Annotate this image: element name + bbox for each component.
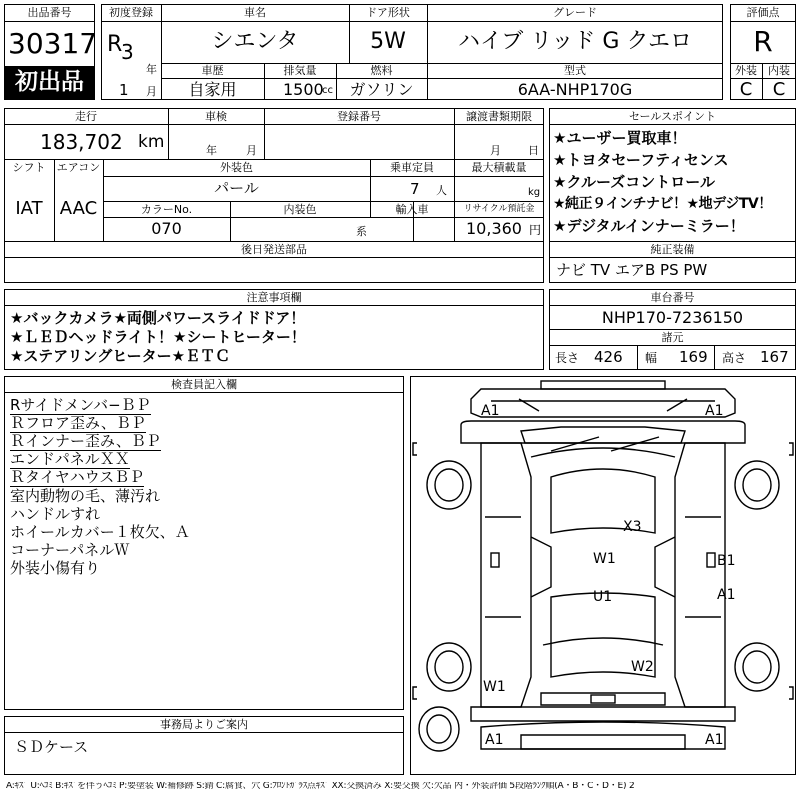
inspector-line: Rサイドメンバ−ＢＰ xyxy=(10,396,151,414)
sales-point: ★トヨタセーフティセンス xyxy=(553,151,729,169)
insp-month-unit: 月 xyxy=(246,144,257,157)
deadline-day-unit: 日 xyxy=(528,144,539,157)
capacity-unit: 人 xyxy=(436,184,447,197)
capacity: 7 xyxy=(410,180,420,198)
door-type: 5W xyxy=(370,29,406,54)
exterior-color: パール xyxy=(214,179,259,197)
equipment-label: 純正装備 xyxy=(650,243,695,256)
inspector-line: Ｒインナー歪み、ＢＰ xyxy=(10,432,161,450)
lot-label: 出品番号 xyxy=(27,6,72,19)
inspector-line: ハンドルすれ xyxy=(10,505,101,523)
year-unit: 年 xyxy=(146,63,157,76)
height-label: 高さ xyxy=(722,351,747,365)
history: 自家用 xyxy=(188,80,237,99)
later-parts-label: 後日発送部品 xyxy=(241,243,307,256)
inspector-line: ＲタイヤハウスＢＰ xyxy=(10,468,145,486)
import-label: 輸入車 xyxy=(395,203,429,216)
fuel-label: 燃料 xyxy=(370,64,393,77)
grade: ハイブ リッド G クエロ xyxy=(457,29,693,54)
caution-line: ★バックカメラ★両側パワースライドドア！ xyxy=(10,309,306,327)
lot-number: 30317 xyxy=(8,27,98,60)
interior-unit: 系 xyxy=(356,225,367,238)
insp-year-unit: 年 xyxy=(206,144,217,157)
damage-mark: W1 xyxy=(483,679,506,695)
displacement: 1500 xyxy=(283,80,324,99)
car-name: シエンタ xyxy=(211,29,299,54)
caution-line: ★ステアリングヒーター★ＥＴＣ xyxy=(10,347,231,365)
damage-mark: W2 xyxy=(631,659,654,675)
model-label: 型式 xyxy=(564,64,586,77)
reg-label: 初度登録 xyxy=(109,6,153,19)
int-label: 内装 xyxy=(768,64,790,77)
sales-point: ★デジタルインナーミラー！ xyxy=(553,217,745,235)
damage-mark: B1 xyxy=(717,553,736,569)
inspector-line: Ｒフロア歪み、ＢＰ xyxy=(10,414,146,432)
length: 426 xyxy=(594,348,623,366)
int-grade: C xyxy=(772,79,786,100)
exterior-label: 外装色 xyxy=(220,161,253,174)
ext-label: 外装 xyxy=(735,64,757,77)
recycle-unit: 円 xyxy=(529,223,542,237)
inspector-line: 外装小傷有り xyxy=(10,559,101,577)
load-label: 最大積載量 xyxy=(471,161,527,174)
damage-mark: A1 xyxy=(705,403,724,419)
plate-label: 登録番号 xyxy=(337,110,381,123)
aircon: AAC xyxy=(59,198,98,219)
office-note: ＳＤケース xyxy=(14,738,89,756)
load-unit: kg xyxy=(528,187,541,198)
width-label: 幅 xyxy=(645,351,658,365)
history-label: 車歴 xyxy=(201,64,224,77)
caution-label: 注意事項欄 xyxy=(246,291,302,304)
reg-year: 3 xyxy=(121,40,134,64)
damage-mark: W1 xyxy=(593,551,616,567)
rating-label: 評価点 xyxy=(746,6,780,19)
inspector-label: 検査員記入欄 xyxy=(171,378,237,391)
chassis-number: NHP170-7236150 xyxy=(601,308,744,327)
recycle: 10,360 xyxy=(466,219,522,238)
damage-mark: A1 xyxy=(481,403,500,419)
disp-label: 排気量 xyxy=(283,64,317,77)
sales-label: セールスポイント xyxy=(628,110,716,123)
inspector-line: 室内動物の毛、薄汚れ xyxy=(10,487,161,505)
sales-point: ★純正９インチナビ！★地デジTV！ xyxy=(553,196,772,212)
deadline-label: 譲渡書類期限 xyxy=(466,110,532,123)
colorno-label: カラーNo. xyxy=(140,203,193,216)
inspector-line: コーナーパネルＷ xyxy=(10,541,130,559)
shift: IAT xyxy=(15,198,43,219)
caution-line: ★ＬＥＤヘッドライト！★シートヒーター！ xyxy=(10,328,306,346)
damage-mark: A1 xyxy=(485,732,504,748)
interior-label: 内装色 xyxy=(283,203,317,216)
spec-label: 諸元 xyxy=(661,331,684,344)
model-code: 6AA-NHP170G xyxy=(517,80,633,99)
mileage-label: 走行 xyxy=(75,110,97,123)
height: 167 xyxy=(760,348,789,366)
deadline-month-unit: 月 xyxy=(490,144,501,157)
reg-era: R xyxy=(107,32,123,57)
shift-label: シフト xyxy=(12,161,46,174)
office-label: 事務局よりご案内 xyxy=(160,718,248,731)
damage-mark: U1 xyxy=(593,589,613,605)
damage-mark: X3 xyxy=(623,519,642,535)
car-diagram xyxy=(410,376,796,775)
grade-label: グレード xyxy=(553,6,597,19)
first-listing-badge: 初出品 xyxy=(5,66,94,99)
color-no: 070 xyxy=(151,219,182,238)
rating: R xyxy=(753,25,773,58)
ext-grade: C xyxy=(739,79,753,100)
mileage: 183,702 xyxy=(40,130,123,154)
sales-point: ★ユーザー買取車！ xyxy=(553,129,687,147)
recycle-label: リサイクル預託金 xyxy=(463,204,535,214)
disp-unit: cc xyxy=(322,85,333,96)
month-unit: 月 xyxy=(146,85,157,98)
fuel: ガソリン xyxy=(349,80,414,99)
inspector-line: エンドパネルＸＸ xyxy=(10,450,130,468)
equipment-items: ナビ TV エアB PS PW xyxy=(556,261,708,279)
door-label: ドア形状 xyxy=(366,6,410,19)
sales-point: ★クルーズコントロール xyxy=(553,173,715,191)
aircon-label: エアコン xyxy=(56,161,101,174)
mileage-unit: km xyxy=(138,132,165,152)
inspector-line: ホイールカバー１枚欠、Ａ xyxy=(10,523,190,541)
legend: A:ｷｽﾞ U:ﾍｺﾐ B:ｷｽﾞを伴うﾍｺﾐ P:要塗装 W:補修跡 S:錆 C:腐食、穴 G:ﾌﾛﾝﾄｶﾞﾗｽ点ｷｽﾞ XX:交換済み X:要交換 欠:欠品 内・外装評価 5段階ﾗﾝｸ順(A・B・C・D・E) 2 xyxy=(6,782,635,791)
chassis-label: 車台番号 xyxy=(650,291,695,304)
name-label: 車名 xyxy=(244,6,266,19)
length-label: 長さ xyxy=(555,351,580,365)
width: 169 xyxy=(679,348,708,366)
damage-mark: A1 xyxy=(705,732,724,748)
damage-mark: A1 xyxy=(717,587,736,603)
car-diagram-svg xyxy=(411,377,795,774)
inspection-label: 車検 xyxy=(205,110,227,123)
capacity-label: 乗車定員 xyxy=(390,161,434,174)
reg-month: 1 xyxy=(119,81,129,99)
